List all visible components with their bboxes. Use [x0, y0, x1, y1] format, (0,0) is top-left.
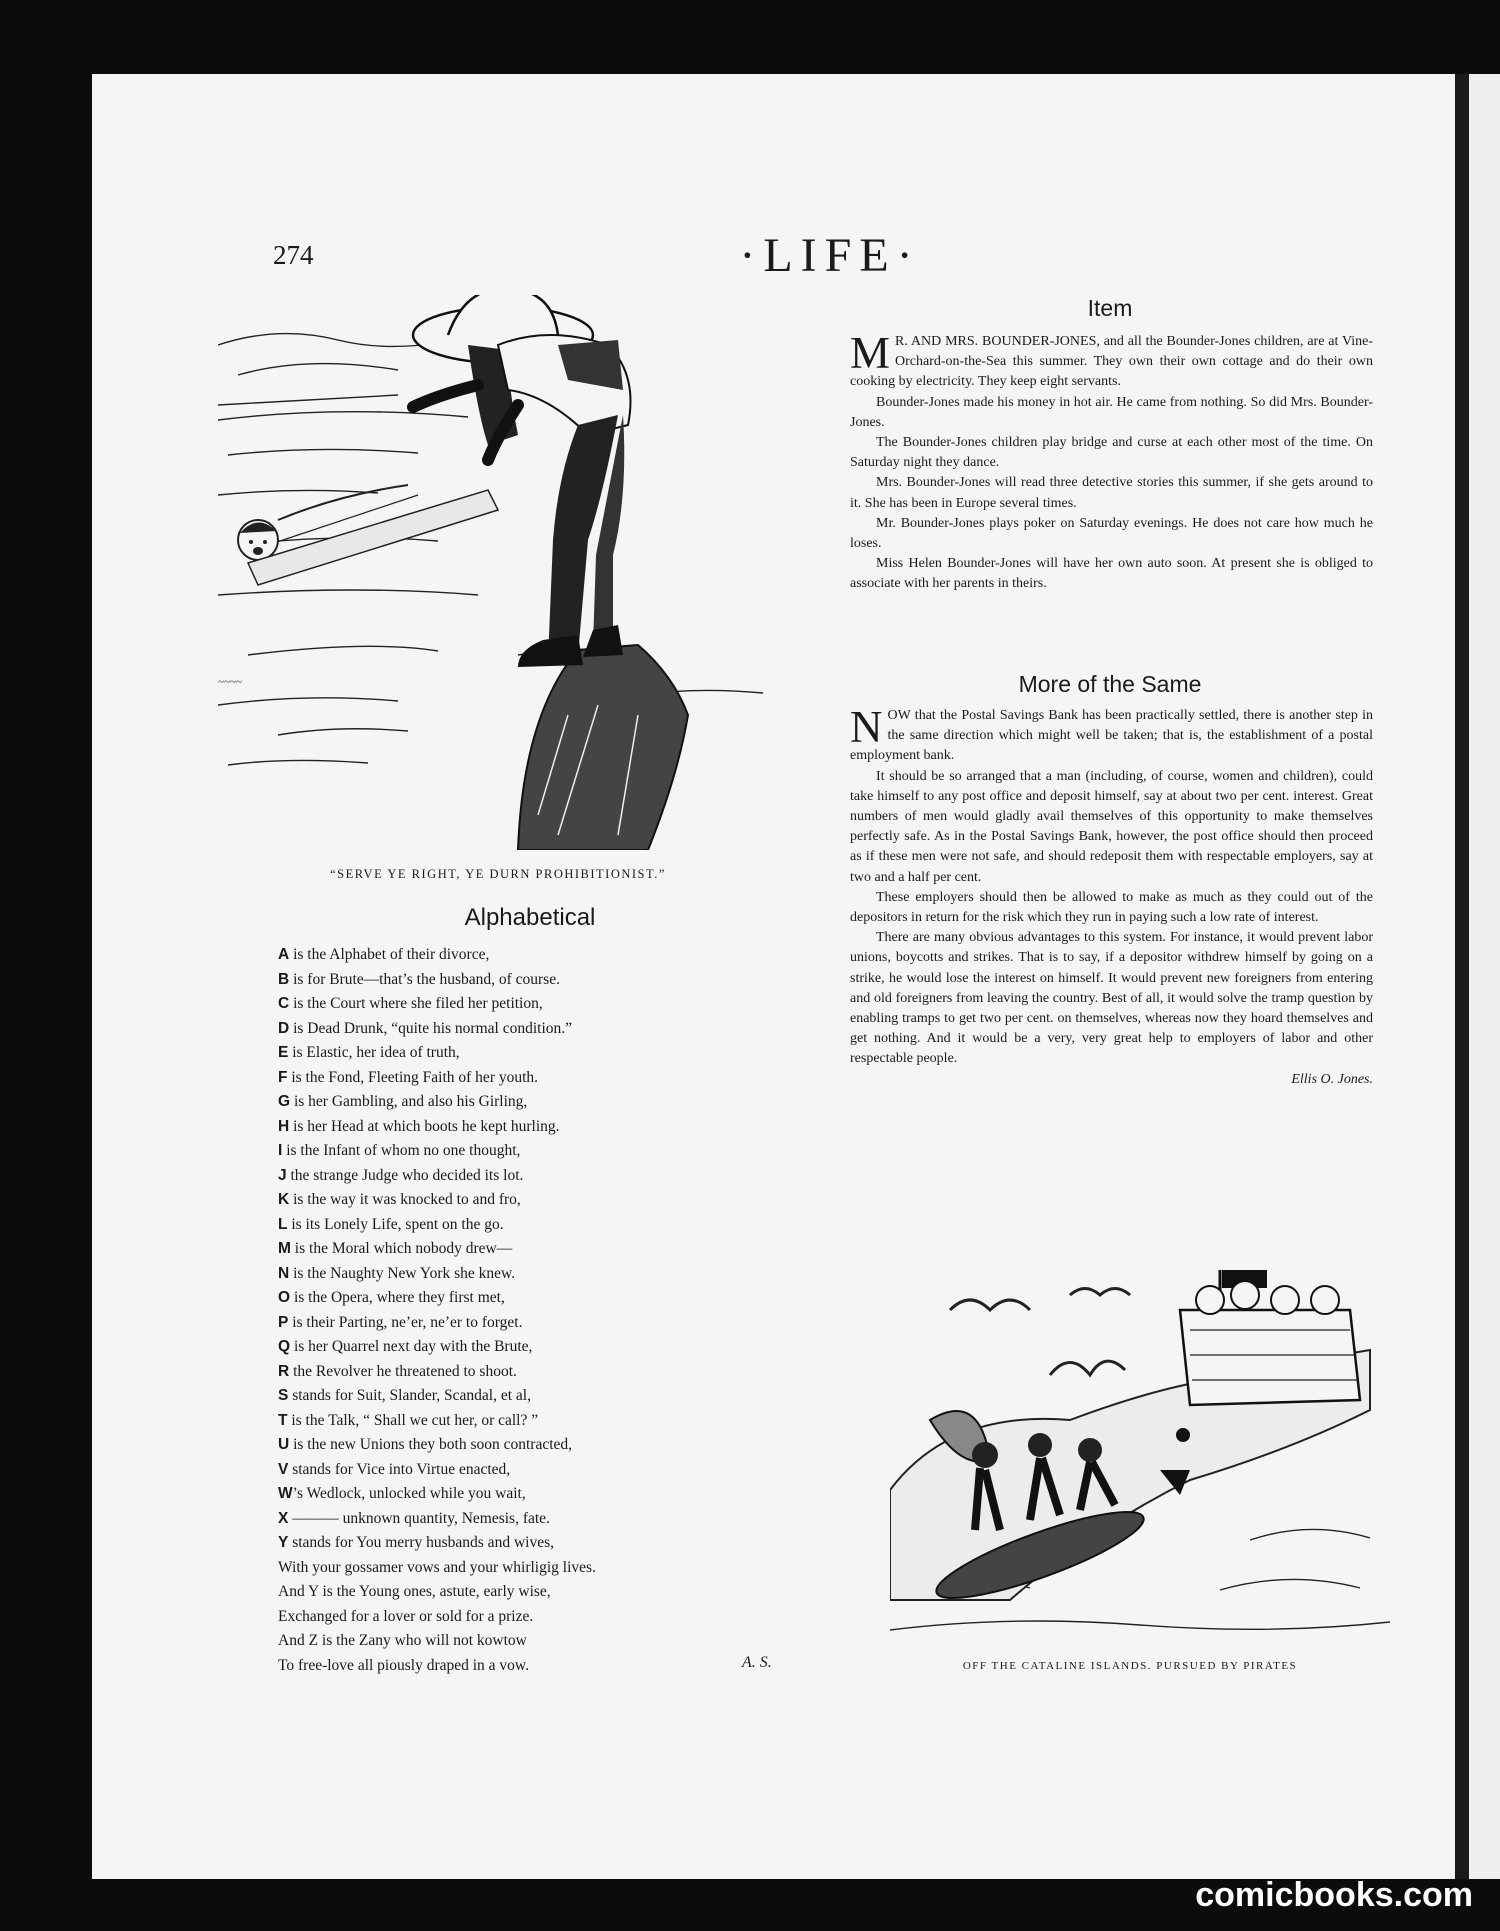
magazine-masthead: ·LIFE· [739, 229, 921, 282]
verse-letter: L [278, 1215, 288, 1233]
verse-letter: O [278, 1289, 291, 1306]
verse-line [278, 1213, 798, 1238]
verse-letter: W [278, 1485, 293, 1502]
verse-line [278, 1066, 798, 1091]
verse-text: is her Quarrel next day with the Brute, [290, 1338, 533, 1355]
verse-line [278, 1556, 798, 1581]
more-paragraph: These employers should then be allowed to make as much as they could out of the depositors in return for the risk which they run in paying such a low rate of interest. [850, 889, 1373, 926]
verse-text: is the Moral which nobody drew— [290, 1240, 513, 1257]
verse-letter: X [278, 1509, 289, 1527]
verse-text: is the Infant of whom no one thought, [282, 1142, 521, 1159]
verse-text: And Z is the Zany who will not kowtow [278, 1632, 527, 1649]
verse-text: stands for Vice into Virtue enacted, [288, 1460, 511, 1478]
more-first-paragraph: OW that the Postal Savings Bank has been practically settled, there is another step in the same direction which might well be taken; that is, the establishment of a postal employment bank. [850, 708, 1373, 764]
verse-line [278, 1286, 798, 1311]
verse-text: is the new Unions they both soon contracted, [289, 1436, 573, 1453]
verse-line [278, 1507, 798, 1532]
verse-letter: B [278, 970, 290, 988]
verse-line [278, 1458, 798, 1483]
next-page-edge [1469, 74, 1500, 1879]
verse-text: is their Parting, ne’er, ne’er to forget. [288, 1313, 523, 1331]
verse-letter: M [278, 1240, 291, 1257]
verse-line [278, 1384, 798, 1409]
verse-letter: D [278, 1019, 290, 1037]
item-paragraph: Miss Helen Bounder-Jones will have her own auto soon. At present she is obliged to associate with her parents in theirs. [850, 556, 1373, 592]
verse-line [278, 1654, 798, 1679]
verse-letter: J [278, 1166, 287, 1184]
verse-text: is the Alphabet of their divorce, [289, 946, 490, 963]
verse-line [278, 1482, 798, 1507]
verse-line [278, 1188, 798, 1213]
verse-line [278, 1090, 798, 1115]
verse-text: is Dead Drunk, “quite his normal condition.” [289, 1019, 573, 1037]
verse-line [278, 1164, 798, 1189]
verse-line [278, 943, 798, 968]
verse-text: With your gossamer vows and your whirligig lives. [278, 1558, 596, 1576]
verse-text: ’s Wedlock, unlocked while you wait, [292, 1485, 526, 1502]
verse-text: the strange Judge who decided its lot. [286, 1166, 524, 1184]
more-of-the-same-article [850, 702, 1373, 1090]
page-number: 274 [273, 240, 314, 270]
verse-letter: I [278, 1142, 283, 1159]
verse-text: Exchanged for a lover or sold for a prize. [278, 1607, 534, 1625]
verse-line [278, 1629, 798, 1654]
more-paragraph: There are many obvious advantages to this system. For instance, it would prevent labor unions, boycotts and strikes. That is to say, if a depositor withdrew himself by going on a strike, he would lose the interest on himself. It would prevent new foreigners from entering and old foreigners from leaving the country. Best of all, it would solve the tramp question by enabling tramps to get two per cent. on themselves, whereas now they hoard themselves and get nothing. And it would be a very, very great help to employers of labor and other respectable people. [850, 930, 1373, 1067]
verse-letter: A [278, 946, 290, 963]
book-spine [1455, 74, 1469, 1879]
item-paragraph: The Bounder-Jones children play bridge and curse at each other most of the time. On Saturday night they dance. [850, 435, 1373, 471]
more-paragraph: It should be so arranged that a man (including, of course, women and children), could take himself to any post office and deposit himself, say at about two per cent. interest. Great numbers of men would gladly avail themselves of this opportunity to make themselves perfectly safe. As in the Postal Savings Bank, however, the post office should then proceed as if these men were not safe, and should redeposit them with respectable employers, say at two and a half per cent. [850, 768, 1373, 885]
verse-line [278, 1580, 798, 1605]
verse-letter: H [278, 1117, 290, 1135]
verse-text: is the way it was knocked to and fro, [289, 1191, 521, 1208]
verse-text: And Y is the Young ones, astute, early wise, [278, 1583, 551, 1600]
watermark: comicbooks.com [1195, 1876, 1473, 1914]
verse-line [278, 1311, 798, 1336]
verse-text: the Revolver he threatened to shoot. [289, 1362, 517, 1380]
cartoon-prohibitionist-illustration [218, 295, 778, 850]
verse-text: ——— unknown quantity, Nemesis, fate. [288, 1509, 550, 1527]
verse-line [278, 1335, 798, 1360]
verse-text: is the Talk, “ Shall we cut her, or call? ” [287, 1411, 539, 1429]
verse-line [278, 992, 798, 1017]
verse-letter: K [278, 1191, 290, 1208]
verse-letter: Y [278, 1534, 289, 1551]
alphabetical-title: Alphabetical [464, 904, 596, 931]
more-of-the-same-title: More of the Same [1018, 671, 1202, 697]
verse-letter: Q [278, 1338, 291, 1355]
verse-line [278, 1409, 798, 1434]
verse-line [278, 968, 798, 993]
verse-line [278, 1262, 798, 1287]
verse-text: is the Fond, Fleeting Faith of her youth. [287, 1068, 539, 1086]
verse-letter: E [278, 1044, 289, 1061]
verse-line [278, 1433, 798, 1458]
verse-text: is for Brute—that’s the husband, of course. [289, 970, 560, 988]
item-article [850, 328, 1373, 595]
verse-letter: U [278, 1436, 290, 1453]
verse-line [278, 1237, 798, 1262]
verse-line [278, 1360, 798, 1385]
verse-text: is its Lonely Life, spent on the go. [287, 1215, 504, 1233]
verse-line [278, 1017, 798, 1042]
verse-letter: V [278, 1460, 289, 1478]
item-paragraph: Mr. Bounder-Jones plays poker on Saturday evenings. He does not care how much he loses. [850, 515, 1373, 552]
item-first-paragraph: R. AND MRS. BOUNDER-JONES, and all the Bounder-Jones children, are at Vine-Orchard-on-the-Sea this summer. They own their own cottage and do their own cooking by electricity. They keep eight servants. [850, 334, 1373, 390]
verse-letter: N [278, 1264, 290, 1282]
item-title: Item [1087, 295, 1133, 321]
cartoon-pirates-caption: OFF THE CATALINE ISLANDS. PURSUED BY PIRATES [962, 1660, 1298, 1672]
svg-text:~~~~: ~~~~ [218, 676, 242, 688]
verse-line [278, 1139, 798, 1164]
verse-text: is the Opera, where they first met, [290, 1289, 505, 1306]
more-signature: Ellis O. Jones. [1291, 1071, 1373, 1087]
alphabetical-signature: A. S. [742, 1654, 772, 1671]
alphabetical-verse [278, 943, 798, 1678]
cartoon-caption: “SERVE YE RIGHT, YE DURN PROHIBITIONIST.” [330, 867, 666, 881]
verse-line [278, 1605, 798, 1630]
verse-line [278, 1115, 798, 1140]
verse-letter: F [278, 1068, 288, 1086]
verse-letter: C [278, 995, 290, 1012]
verse-line [278, 1041, 798, 1066]
verse-letter: P [278, 1313, 289, 1331]
verse-letter: R [278, 1362, 290, 1380]
item-dropcap: M [850, 328, 891, 378]
verse-text: stands for Suit, Slander, Scandal, et al, [288, 1387, 531, 1404]
item-paragraph: Mrs. Bounder-Jones will read three detective stories this summer, if she gets around to it. She has been in Europe several times. [850, 475, 1373, 511]
item-paragraph: Bounder-Jones made his money in hot air. He came from nothing. So did Mrs. Bounder-Jones. [850, 394, 1373, 430]
verse-line [278, 1531, 798, 1556]
verse-text: is her Head at which boots he kept hurling. [289, 1117, 560, 1135]
verse-letter: T [278, 1411, 288, 1429]
more-dropcap: N [850, 702, 883, 752]
verse-text: stands for You merry husbands and wives, [288, 1534, 554, 1551]
verse-text: is the Court where she filed her petition, [289, 995, 543, 1012]
verse-text: To free-love all piously draped in a vow. [278, 1656, 529, 1674]
cartoon-pirates-illustration [890, 1270, 1390, 1650]
verse-letter: G [278, 1093, 291, 1110]
verse-letter: S [278, 1387, 289, 1404]
verse-text: is Elastic, her idea of truth, [288, 1044, 460, 1061]
verse-text: is the Naughty New York she knew. [289, 1264, 516, 1282]
verse-text: is her Gambling, and also his Girling, [290, 1093, 528, 1110]
